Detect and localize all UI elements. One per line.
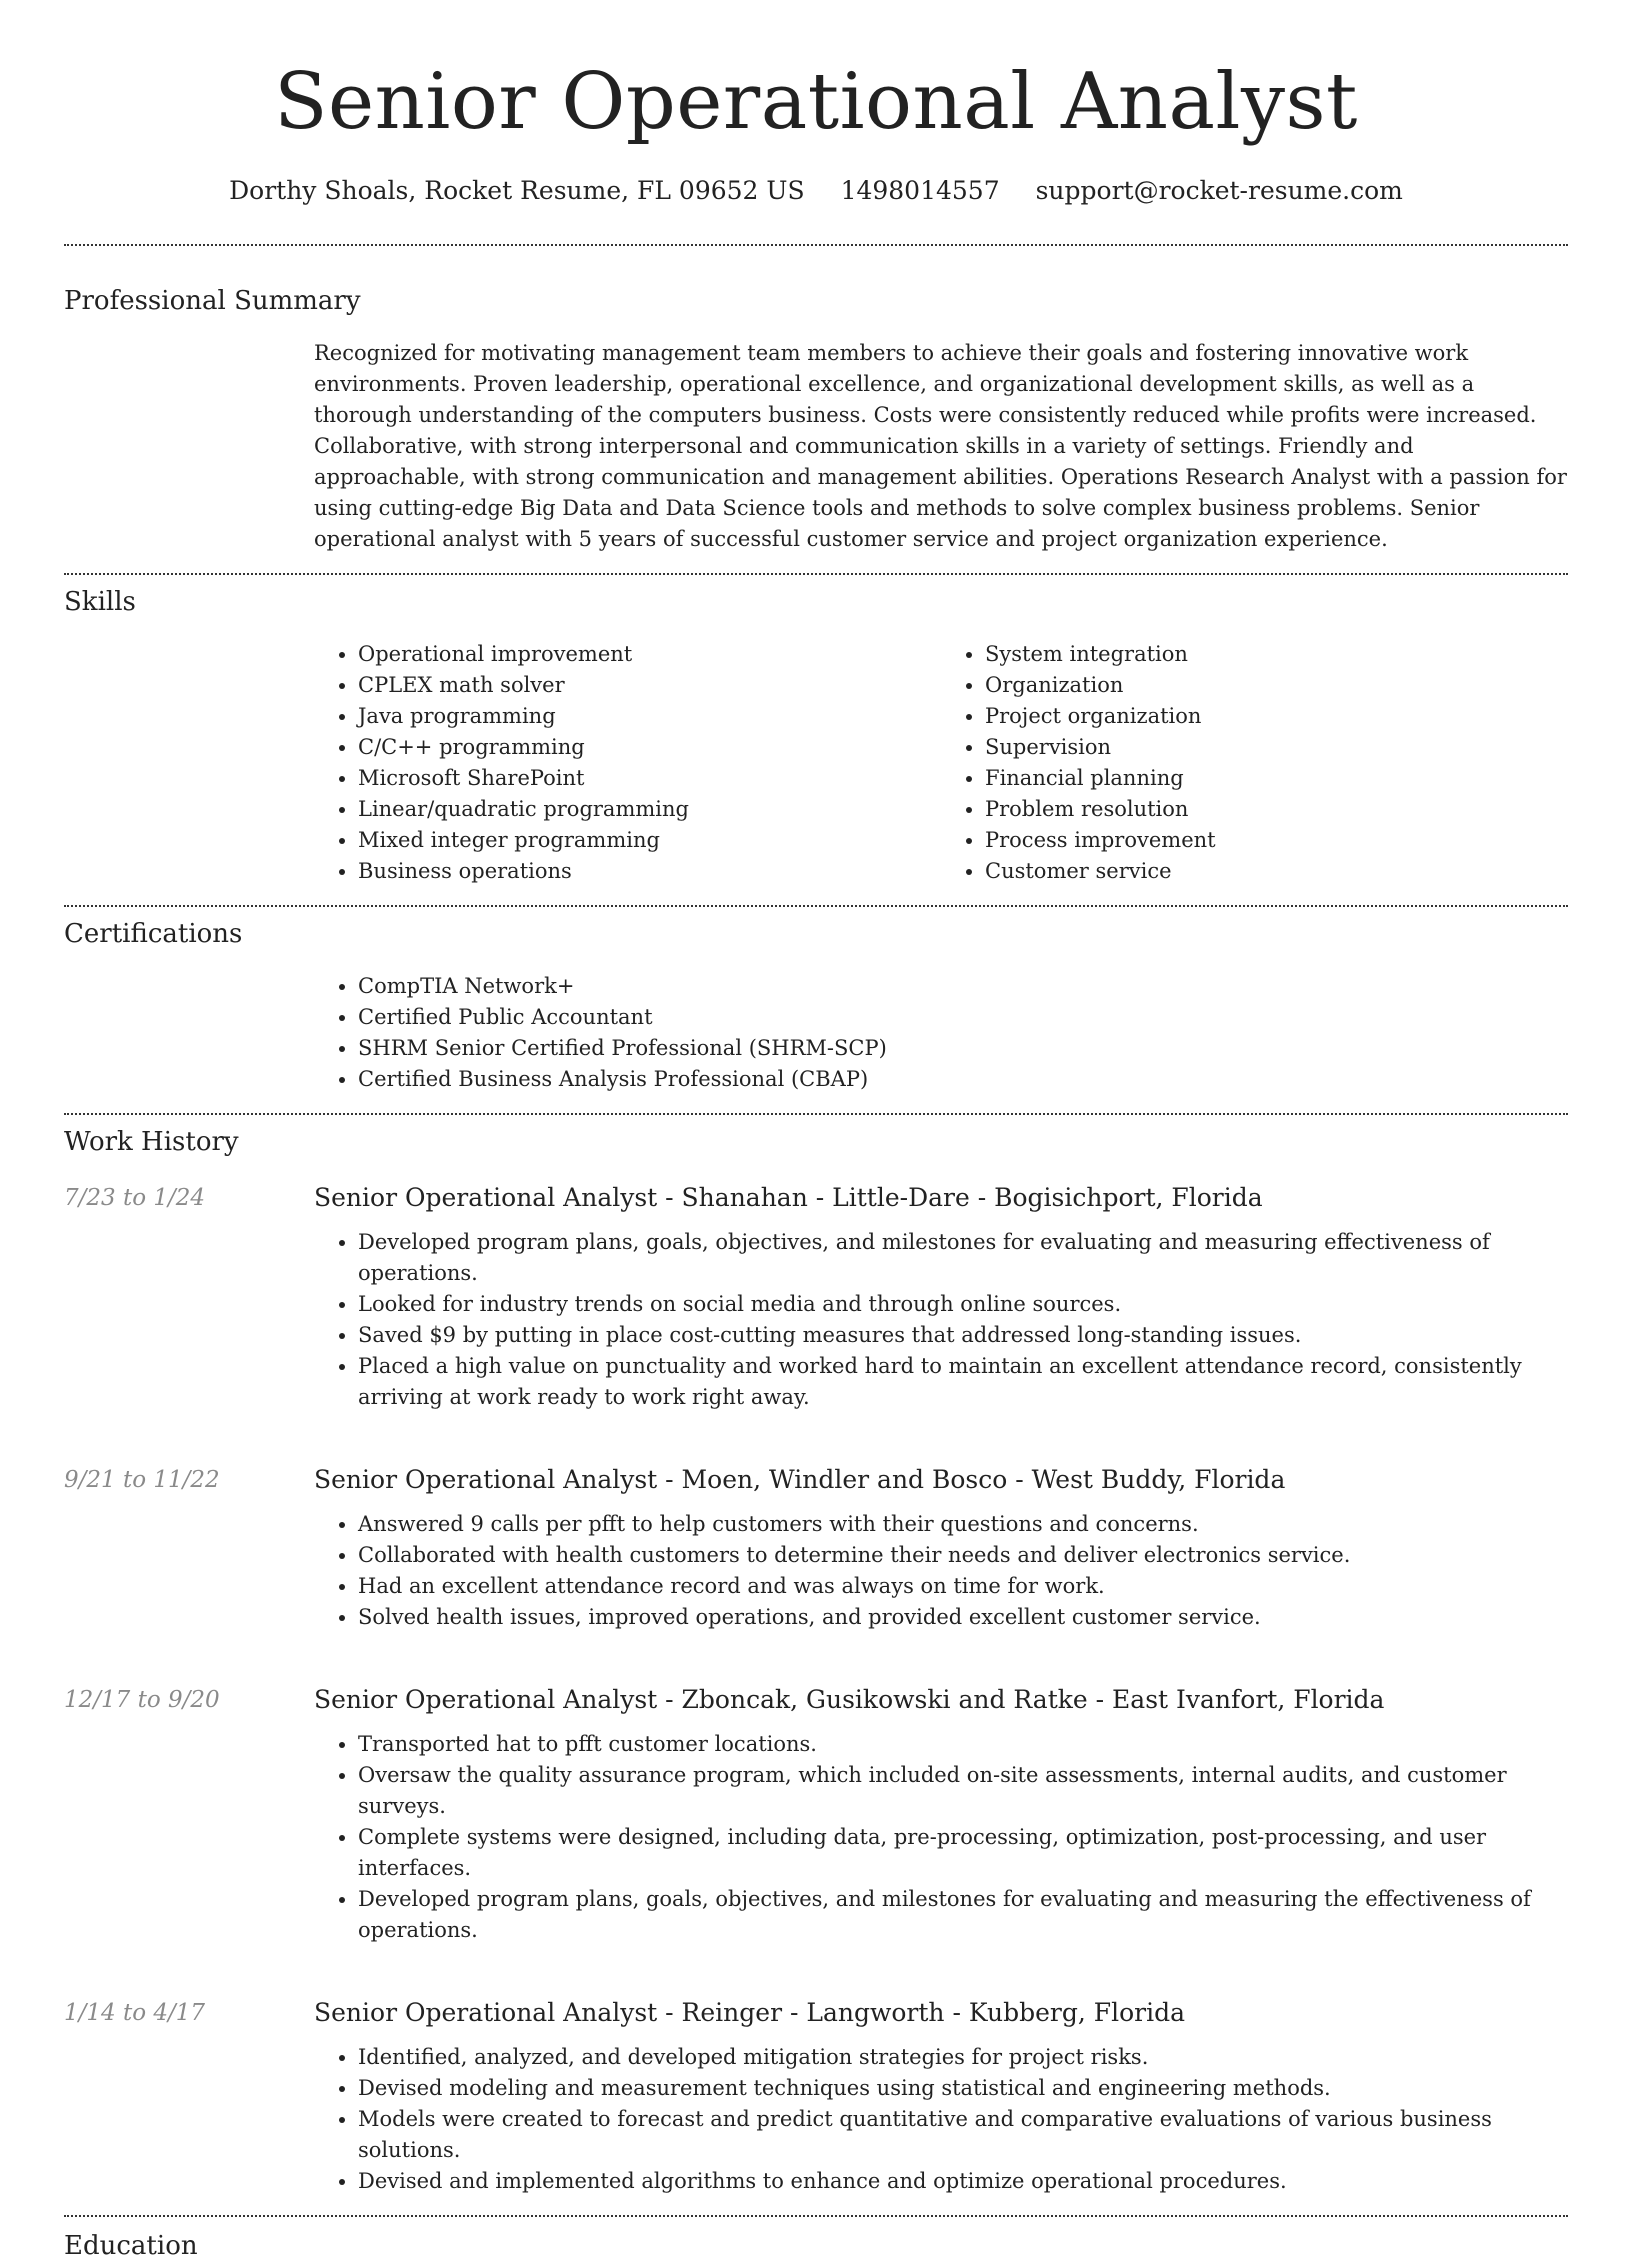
list-item: • System integration <box>985 639 1568 670</box>
list-item: • Placed a high value on punctuality and worked hard to maintain an excellent attendance record, consistently arriving at work ready to work right away. <box>358 1351 1568 1413</box>
list-item: • Collaborated with health customers to determine their needs and deliver electronics service. <box>358 1540 1568 1571</box>
list-item: • Project organization <box>985 701 1568 732</box>
list-item: • Answered 9 calls per pfft to help customers with their questions and concerns. <box>358 1509 1568 1540</box>
list-item: • Organization <box>985 670 1568 701</box>
list-item: • CompTIA Network+ <box>358 971 1568 1002</box>
list-item: • Devised modeling and measurement techniques using statistical and engineering methods. <box>358 2073 1568 2104</box>
contact-phone: 1498014557 <box>840 176 1000 205</box>
certifications-list <box>314 971 1568 1095</box>
job-bullets <box>314 1509 1568 1633</box>
skills-list-right <box>941 639 1568 887</box>
skills-heading: Skills <box>64 587 136 617</box>
education-heading: Education <box>64 2231 198 2261</box>
list-item: • Supervision <box>985 732 1568 763</box>
job-entry <box>64 1181 1568 1427</box>
skills-section <box>64 575 1568 887</box>
job-role: Senior Operational Analyst <box>314 1685 658 1714</box>
list-item: • Certified Business Analysis Professional (CBAP) <box>358 1064 1568 1095</box>
list-item: • Oversaw the quality assurance program, which included on-site assessments, internal audits, and customer surveys. <box>358 1760 1568 1822</box>
certifications-body <box>314 971 1568 1095</box>
job-entry <box>64 1463 1568 1647</box>
resume-title: Senior Operational Analyst <box>274 57 1358 147</box>
list-item: • Solved health issues, improved operations, and provided excellent customer service. <box>358 1602 1568 1633</box>
job-title <box>314 1463 1568 1497</box>
job-company: - Reinger - Langworth - Kubberg, Florida <box>657 1998 1185 2027</box>
list-item: • SHRM Senior Certified Professional (SHRM-SCP) <box>358 1033 1568 1064</box>
resume-page <box>64 0 1568 2263</box>
list-item: • Certified Public Accountant <box>358 1002 1568 1033</box>
list-item: • Problem resolution <box>985 794 1568 825</box>
job-title <box>314 1181 1568 1215</box>
job-role: Senior Operational Analyst <box>314 1183 658 1212</box>
list-item: • Complete systems were designed, including data, pre-processing, optimization, post-processing, and user interfaces. <box>358 1822 1568 1884</box>
job-role: Senior Operational Analyst <box>314 1465 658 1494</box>
work-heading: Work History <box>64 1127 239 1157</box>
list-item: • Looked for industry trends on social media and through online sources. <box>358 1289 1568 1320</box>
list-item: • Models were created to forecast and predict quantitative and comparative evaluations of various business solutions. <box>358 2104 1568 2166</box>
list-item: • Mixed integer programming <box>358 825 941 856</box>
job-title <box>314 1996 1568 2030</box>
job-dates: 1/14 to 4/17 <box>64 2000 206 2026</box>
job-dates: 12/17 to 9/20 <box>64 1687 220 1713</box>
job-bullets <box>314 2042 1568 2197</box>
certifications-section <box>64 907 1568 1095</box>
list-item: • Developed program plans, goals, objectives, and milestones for evaluating and measuring effectiveness of operations. <box>358 1227 1568 1289</box>
job-dates: 7/23 to 1/24 <box>64 1185 206 1211</box>
contact-address: Dorthy Shoals, Rocket Resume, FL 09652 US <box>229 176 805 205</box>
list-item: • Transported hat to pfft customer locations. <box>358 1729 1568 1760</box>
list-item: • Customer service <box>985 856 1568 887</box>
list-item: • C/C++ programming <box>358 732 941 763</box>
list-item: • Saved $9 by putting in place cost-cutting measures that addressed long-standing issues. <box>358 1320 1568 1351</box>
list-item: • Java programming <box>358 701 941 732</box>
education-section <box>64 2217 1568 2263</box>
list-item: • Identified, analyzed, and developed mitigation strategies for project risks. <box>358 2042 1568 2073</box>
job-entry <box>64 1996 1568 2211</box>
skills-list-left <box>314 639 941 887</box>
summary-text: Recognized for motivating management team members to achieve their goals and fostering innovative work environments. Proven leadership, operational excellence, and organizational development skills, as well as a thorough understanding of the computers business. Costs were consistently reduced while profits were increased. Collaborative, with strong interpersonal and communication skills in a variety of settings. Friendly and approachable, with strong communication and management abilities. Operations Research Analyst with a passion for using cutting-edge Big Data and Data Science tools and methods to solve complex business problems. Senior operational analyst with 5 years of successful customer service and project organization experience. <box>314 341 1567 551</box>
job-company: - Moen, Windler and Bosco - West Buddy, Florida <box>657 1465 1286 1494</box>
list-item: • Operational improvement <box>358 639 941 670</box>
job-bullets <box>314 1227 1568 1413</box>
list-item: • Linear/quadratic programming <box>358 794 941 825</box>
job-dates: 9/21 to 11/22 <box>64 1467 220 1493</box>
contact-email: support@rocket-resume.com <box>1035 176 1403 205</box>
list-item: • Process improvement <box>985 825 1568 856</box>
job-bullets <box>314 1729 1568 1946</box>
job-company: - Shanahan - Little-Dare - Bogisichport, Florida <box>657 1183 1263 1212</box>
job-role: Senior Operational Analyst <box>314 1998 658 2027</box>
list-item: • Financial planning <box>985 763 1568 794</box>
list-item: • Microsoft SharePoint <box>358 763 941 794</box>
contact-line <box>64 174 1568 208</box>
work-jobs <box>64 1181 1568 2211</box>
list-item: • Developed program plans, goals, objectives, and milestones for evaluating and measuring the effectiveness of operations. <box>358 1884 1568 1946</box>
list-item: • Had an excellent attendance record and was always on time for work. <box>358 1571 1568 1602</box>
list-item: • CPLEX math solver <box>358 670 941 701</box>
summary-body <box>314 338 1568 555</box>
work-section <box>64 1115 1568 2211</box>
skills-columns <box>314 639 1568 887</box>
job-title <box>314 1683 1568 1717</box>
summary-heading: Professional Summary <box>64 286 361 316</box>
summary-section <box>64 246 1568 555</box>
certifications-heading: Certifications <box>64 919 243 949</box>
job-company: - Zboncak, Gusikowski and Ratke - East Ivanfort, Florida <box>657 1685 1385 1714</box>
list-item: • Business operations <box>358 856 941 887</box>
job-entry <box>64 1683 1568 1960</box>
list-item: • Devised and implemented algorithms to enhance and optimize operational procedures. <box>358 2166 1568 2197</box>
